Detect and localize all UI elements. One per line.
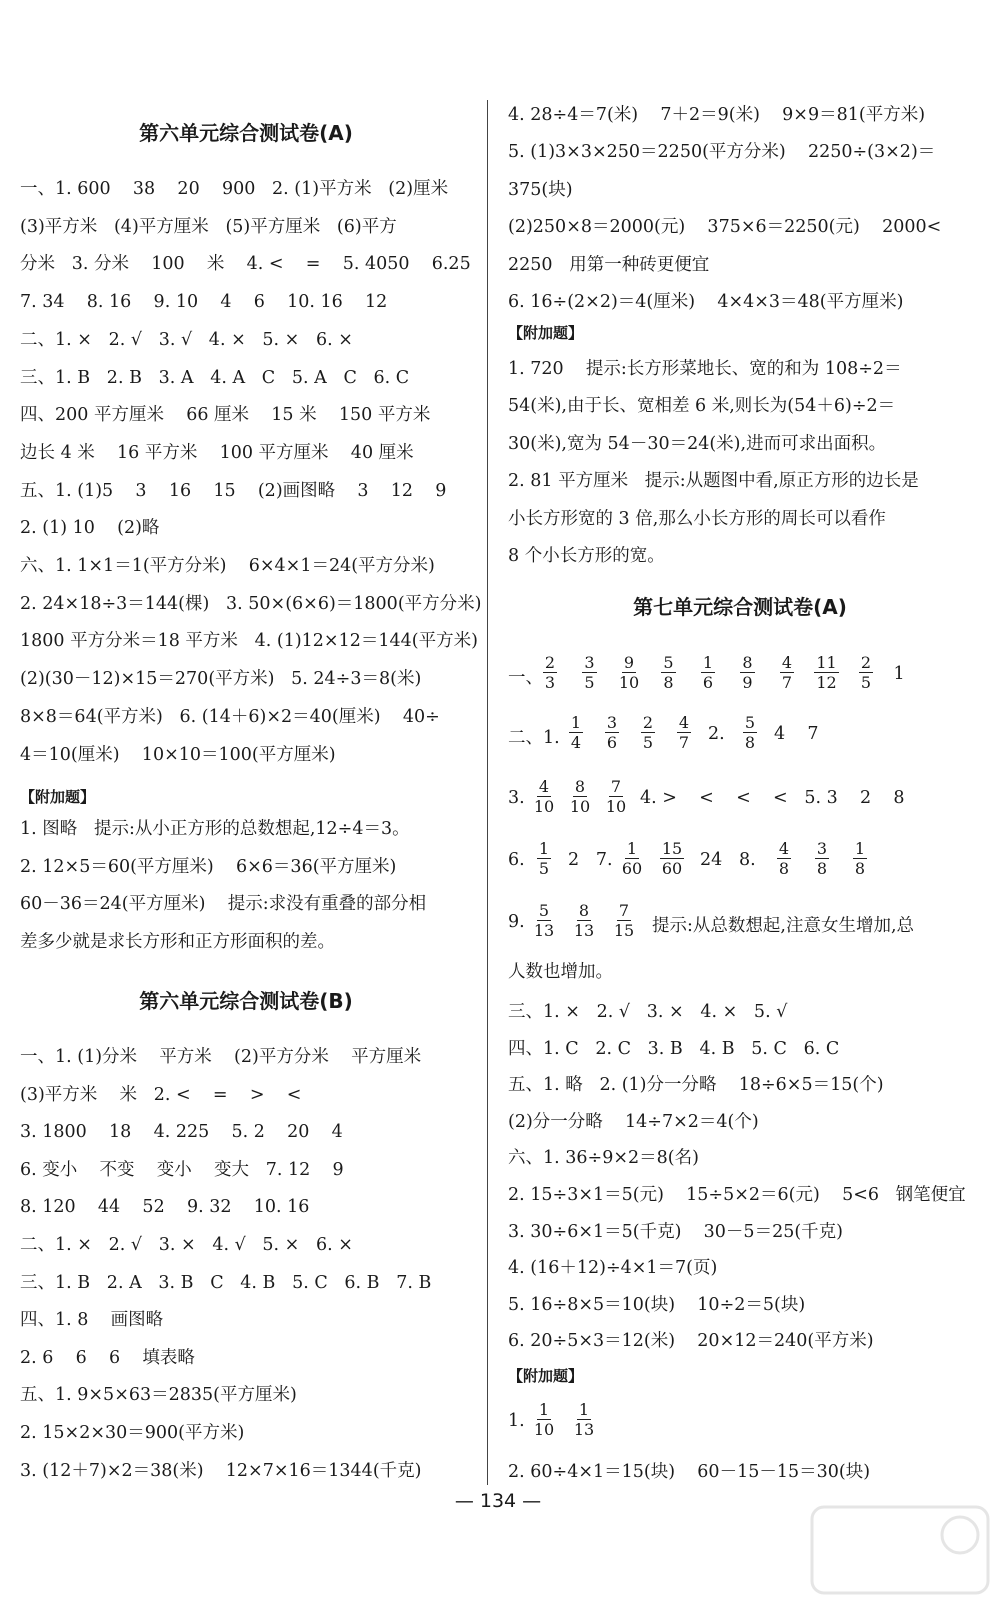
- text-line: 差多少就是求长方形和正方形面积的差。: [20, 931, 335, 952]
- fraction-row-text: 4 7: [774, 724, 819, 744]
- text-line: 5. 16÷8×5＝10(块) 10÷2＝5(块): [508, 1294, 806, 1315]
- text-line: 5. (1)3×3×250＝2250(平方分米) 2250÷(3×2)＝: [508, 142, 936, 163]
- fraction: [775, 653, 799, 692]
- fraction-row-text: 2 7.: [568, 850, 613, 870]
- denominator: 15: [613, 921, 635, 940]
- numerator: 2: [544, 653, 556, 672]
- text-line: 六、1. 36÷9×2＝8(名): [508, 1148, 699, 1169]
- numerator: 1: [578, 1400, 590, 1419]
- fraction: [612, 901, 636, 940]
- numerator: 5: [744, 713, 756, 732]
- text-line: 60－36＝24(平方厘米) 提示:求没有重叠的部分相: [20, 894, 427, 914]
- fraction: [538, 653, 562, 692]
- text-line: 8 个小长方形的宽。: [508, 546, 665, 566]
- fraction: [564, 713, 588, 752]
- denominator: 8: [778, 859, 790, 878]
- numerator: 11: [816, 653, 837, 672]
- text-line: 五、1. (1)5 3 16 15 (2)画图略 3 12 9: [20, 480, 447, 501]
- numerator: 1: [702, 653, 714, 672]
- numerator: 5: [663, 653, 674, 672]
- fraction-row-text: 24 8.: [700, 850, 756, 870]
- extra-tag-6a: 【附加题】: [20, 788, 96, 806]
- text-line: 2250 用第一种砖更便宜: [508, 254, 710, 275]
- denominator: 4: [570, 733, 582, 752]
- denominator: 60: [661, 859, 683, 878]
- denominator: 10: [605, 797, 627, 816]
- fraction-row-text: 6.: [508, 850, 525, 870]
- text-line: 1800 平方分米＝18 平方米 4. (1)12×12＝144(平方米): [20, 631, 478, 652]
- fraction: [660, 839, 684, 878]
- text-line: 30(米),宽为 54－30＝24(米),进而可求出面积。: [508, 433, 887, 454]
- fraction: [620, 839, 644, 878]
- numerator: 1: [626, 839, 638, 858]
- fraction-row-text: 提示:从总数想起,注意女生增加,总: [652, 916, 915, 936]
- numerator: 4: [781, 653, 793, 672]
- fraction: [810, 839, 834, 878]
- denominator: 8: [744, 733, 756, 752]
- text-line: 8. 120 44 52 9. 32 10. 16: [20, 1197, 310, 1218]
- text-line: 一、1. 600 38 20 900 2. (1)平方米 (2)厘米: [20, 179, 449, 199]
- denominator: 12: [816, 673, 837, 692]
- numerator: 8: [742, 653, 753, 672]
- denominator: 9: [742, 673, 753, 692]
- text-line: 54(米),由于长、宽相差 6 米,则长为(54＋6)÷2＝: [508, 396, 896, 417]
- fraction: [736, 653, 760, 692]
- fraction: [772, 839, 796, 878]
- denominator: 6: [702, 673, 714, 692]
- numerator: 9: [623, 653, 635, 672]
- text-line: 二、1. × 2. √ 3. × 4. √ 5. × 6. ×: [20, 1235, 353, 1255]
- text-line: 1. 图略 提示:从小正方形的总数想起,12÷4＝3。: [20, 819, 410, 839]
- fraction: [578, 653, 602, 692]
- fraction: [848, 839, 872, 878]
- text-line: 3. 1800 18 4. 225 5. 2 20 4: [20, 1122, 343, 1143]
- fraction: [815, 653, 839, 692]
- fraction: [532, 901, 556, 940]
- numerator: 15: [661, 839, 683, 858]
- fraction: [636, 713, 660, 752]
- fraction: [738, 713, 762, 752]
- text-line: 7. 34 8. 16 9. 10 4 6 10. 16 12: [20, 292, 388, 313]
- text-line: (2)分一分略 14÷7×2＝4(个): [508, 1111, 759, 1132]
- numerator: 7: [618, 901, 630, 920]
- numerator: 3: [584, 653, 595, 672]
- section-title-7a: 第七单元综合测试卷(A): [633, 595, 847, 619]
- numerator: 3: [606, 713, 618, 732]
- text-line: 375(块): [508, 179, 573, 200]
- numerator: 1: [538, 839, 550, 858]
- text-line: (3)平方米 (4)平方厘米 (5)平方厘米 (6)平方: [20, 216, 397, 237]
- extra-tag-6a-right: 【附加题】: [508, 324, 584, 342]
- denominator: 5: [860, 673, 872, 692]
- text-line: (2)250×8＝2000(元) 375×6＝2250(元) 2000<: [508, 217, 942, 238]
- text-line: 2. 24×18÷3＝144(棵) 3. 50×(6×6)＝1800(平方分米): [20, 593, 482, 614]
- text-line: 2. 15÷3×1＝5(元) 15÷5×2＝6(元) 5<6 钢笔便宜: [508, 1185, 966, 1205]
- fraction-row-text: 4. > < < < 5. 3 2 8: [640, 788, 905, 808]
- numerator: 1: [570, 713, 582, 732]
- numerator: 1: [538, 1400, 550, 1419]
- column-divider: [487, 100, 488, 1485]
- text-line: 边长 4 米 16 平方米 100 平方厘米 40 厘米: [20, 442, 414, 463]
- text-line: 2. 81 平方厘米 提示:从题图中看,原正方形的边长是: [508, 471, 919, 492]
- text-line: 3. 30÷6×1＝5(千克) 30－5＝25(千克): [508, 1221, 843, 1242]
- numerator: 2: [642, 713, 654, 732]
- section-title-6b: 第六单元综合测试卷(B): [139, 989, 353, 1013]
- text-line: 一、1. (1)分米 平方米 (2)平方分米 平方厘米: [20, 1047, 422, 1067]
- text-line: 2. 6 6 6 填表略: [20, 1347, 195, 1368]
- watermark-logo: [810, 1505, 990, 1595]
- denominator: 5: [584, 673, 595, 692]
- denominator: 3: [544, 673, 556, 692]
- fraction: [672, 713, 696, 752]
- fraction-row-text: 1: [893, 664, 905, 684]
- denominator: 13: [573, 1420, 595, 1439]
- text-line: 4. 28÷4＝7(米) 7＋2＝9(米) 9×9＝81(平方米): [508, 105, 926, 125]
- text-line: 2. 12×5＝60(平方厘米) 6×6＝36(平方厘米): [20, 856, 397, 877]
- fraction: [600, 713, 624, 752]
- fraction: [604, 777, 628, 816]
- text-line: 6. 20÷5×3＝12(米) 20×12＝240(平方米): [508, 1331, 874, 1352]
- fraction-row-text: 一、: [508, 668, 543, 688]
- numerator: 8: [578, 901, 590, 920]
- fraction: [572, 1400, 596, 1439]
- fraction: [572, 901, 596, 940]
- denominator: 8: [854, 859, 866, 878]
- fraction: [532, 839, 556, 878]
- fraction-row-text: 2.: [708, 724, 725, 744]
- denominator: 10: [533, 1420, 555, 1439]
- denominator: 8: [816, 859, 828, 878]
- numerator: 5: [538, 901, 550, 920]
- fraction: [854, 653, 878, 692]
- q9-continuation: 人数也增加。: [508, 962, 613, 982]
- text-line: (3)平方米 米 2. < = > <: [20, 1084, 302, 1105]
- denominator: 13: [573, 921, 595, 940]
- extra-tag-7a: 【附加题】: [508, 1367, 584, 1385]
- text-line: 五、1. 略 2. (1)分一分略 18÷6×5＝15(个): [508, 1075, 884, 1096]
- fraction-row-text: 1.: [508, 1411, 525, 1431]
- text-line: 1. 720 提示:长方形菜地长、宽的和为 108÷2＝: [508, 359, 902, 379]
- text-line: 4＝10(厘米) 10×10＝100(平方厘米): [20, 744, 336, 765]
- numerator: 4: [678, 713, 690, 732]
- text-line: 2. 15×2×30＝900(平方米): [20, 1423, 245, 1443]
- text-line: 三、1. B 2. A 3. B C 4. B 5. C 6. B 7. B: [20, 1272, 432, 1293]
- text-line: 六、1. 1×1＝1(平方分米) 6×4×1＝24(平方分米): [20, 556, 435, 576]
- text-line: (2)(30－12)×15＝270(平方米) 5. 24÷3＝8(米): [20, 669, 422, 690]
- numerator: 4: [538, 777, 550, 796]
- page-number: — 134 —: [454, 1490, 542, 1512]
- text-line: 分米 3. 分米 100 米 4. < = 5. 4050 6.25: [20, 254, 471, 275]
- text-line: 小长方形宽的 3 倍,那么小长方形的周长可以看作: [508, 508, 886, 529]
- denominator: 5: [538, 859, 550, 878]
- text-line: 三、1. B 2. B 3. A 4. A C 5. A C 6. C: [20, 367, 410, 388]
- numerator: 2: [860, 653, 872, 672]
- section-title-6a: 第六单元综合测试卷(A): [139, 121, 353, 145]
- denominator: 7: [678, 733, 690, 752]
- fraction-row-text: 9.: [508, 912, 525, 932]
- text-line: 三、1. × 2. √ 3. × 4. × 5. √: [508, 1002, 788, 1022]
- fraction: [532, 1400, 556, 1439]
- fraction: [696, 653, 720, 692]
- numerator: 1: [854, 839, 866, 858]
- extra-line-2: 2. 60÷4×1＝15(块) 60－15－15＝30(块): [508, 1462, 871, 1482]
- numerator: 8: [574, 777, 586, 796]
- fraction-row-text: 3.: [508, 788, 525, 808]
- fraction: [617, 653, 641, 692]
- text-line: 2. (1) 10 (2)略: [20, 518, 160, 539]
- denominator: 7: [781, 673, 793, 692]
- text-line: 四、1. 8 画图略: [20, 1310, 164, 1331]
- text-line: 8×8＝64(平方米) 6. (14＋6)×2＝40(厘米) 40÷: [20, 706, 440, 727]
- text-line: 四、200 平方厘米 66 厘米 15 米 150 平方米: [20, 405, 431, 426]
- text-line: 4. (16＋12)÷4×1＝7(页): [508, 1258, 718, 1279]
- numerator: 3: [816, 839, 828, 858]
- denominator: 13: [533, 921, 555, 940]
- fraction-row-text: 二、1.: [508, 728, 560, 748]
- denominator: 8: [663, 673, 674, 692]
- text-line: 二、1. × 2. √ 3. √ 4. × 5. × 6. ×: [20, 329, 353, 350]
- text-line: 四、1. C 2. C 3. B 4. B 5. C 6. C: [508, 1038, 840, 1059]
- denominator: 60: [621, 859, 643, 878]
- denominator: 10: [618, 673, 640, 692]
- text-line: 6. 变小 不变 变小 变大 7. 12 9: [20, 1159, 344, 1180]
- text-line: 6. 16÷(2×2)＝4(厘米) 4×4×3＝48(平方厘米): [508, 292, 904, 312]
- fraction: [657, 653, 681, 692]
- text-line: 五、1. 9×5×63＝2835(平方厘米): [20, 1385, 297, 1406]
- denominator: 5: [642, 733, 654, 752]
- fraction: [532, 777, 556, 816]
- denominator: 6: [606, 733, 618, 752]
- denominator: 10: [533, 797, 555, 816]
- text-line: 3. (12＋7)×2＝38(米) 12×7×16＝1344(千克): [20, 1460, 422, 1481]
- fraction: [568, 777, 592, 816]
- numerator: 7: [610, 777, 622, 796]
- numerator: 4: [778, 839, 790, 858]
- denominator: 10: [569, 797, 591, 816]
